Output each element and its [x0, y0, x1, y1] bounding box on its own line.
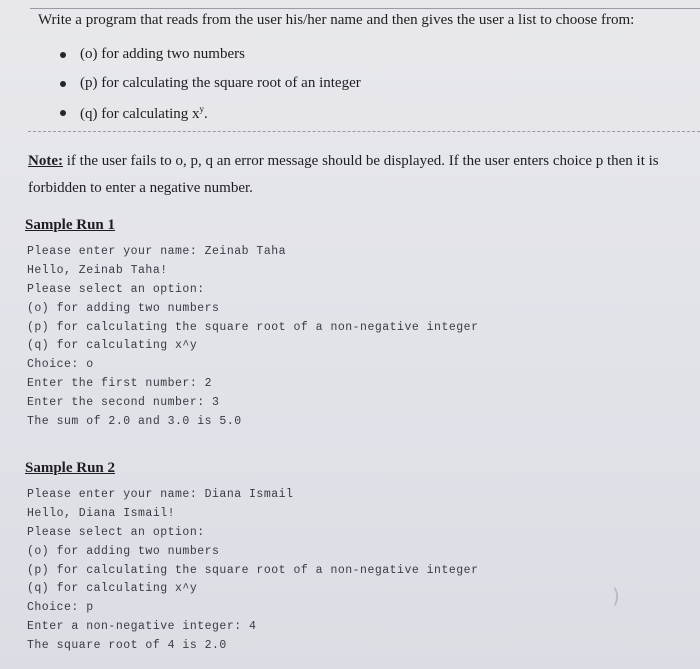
console-line: Enter a non-negative integer: 4	[27, 620, 257, 634]
console-line: (o) for adding two numbers	[27, 544, 220, 558]
option-text: (p) for calculating the square root of an integer	[80, 75, 361, 91]
console-line: Hello, Zeinab Taha!	[27, 263, 168, 277]
bullet-icon	[60, 110, 66, 116]
console-line: Hello, Diana Ismail!	[27, 506, 176, 520]
option-item	[60, 46, 361, 75]
console-line: The square root of 4 is 2.0	[27, 639, 227, 653]
console-line: (q) for calculating x^y	[27, 582, 198, 596]
console-line: Please enter your name: Diana Ismail	[27, 488, 294, 501]
bullet-icon	[60, 52, 66, 58]
bullet-icon	[60, 81, 66, 87]
note-paragraph	[28, 148, 700, 202]
console-line: Please enter your name: Zeinab Taha	[27, 245, 287, 258]
console-line: Choice: p	[27, 601, 94, 615]
console-line: (p) for calculating the square root of a non-negative integer	[27, 320, 479, 334]
console-line: Enter the second number: 3	[27, 396, 220, 410]
console-line: Please select an option:	[27, 282, 205, 296]
option-item	[60, 75, 361, 104]
option-text: (o) for adding two numbers	[80, 46, 245, 62]
sample-run-2-title: Sample Run 2	[25, 460, 116, 476]
sample-run-1-title: Sample Run 1	[25, 217, 116, 233]
option-superscript: y	[199, 104, 205, 114]
margin-mark: )	[612, 584, 620, 608]
console-line: Please select an option:	[27, 525, 205, 539]
console-line: (p) for calculating the square root of a non-negative integer	[27, 563, 479, 577]
console-line: The sum of 2.0 and 3.0 is 5.0	[27, 415, 242, 429]
console-line: Choice: o	[27, 358, 94, 372]
option-suffix: .	[204, 106, 208, 122]
note-text: if the user fails to o, p, q an error message should be displayed. If the user enters choice p then it is forbidden to enter a negative number.	[28, 153, 659, 196]
sample-run-2-output	[27, 488, 478, 658]
option-item	[60, 104, 361, 133]
divider	[28, 131, 700, 132]
console-line: (o) for adding two numbers	[27, 301, 220, 315]
top-rule	[30, 8, 700, 9]
console-line: Enter the first number: 2	[27, 377, 213, 391]
intro-text: Write a program that reads from the user his/her name and then gives the user a list to choose from:	[38, 12, 635, 28]
note-label: Note:	[28, 153, 63, 169]
option-list	[60, 46, 361, 133]
console-line: (q) for calculating x^y	[27, 339, 198, 353]
option-text: (q) for calculating x	[80, 106, 200, 122]
sample-run-1-output	[27, 245, 478, 434]
